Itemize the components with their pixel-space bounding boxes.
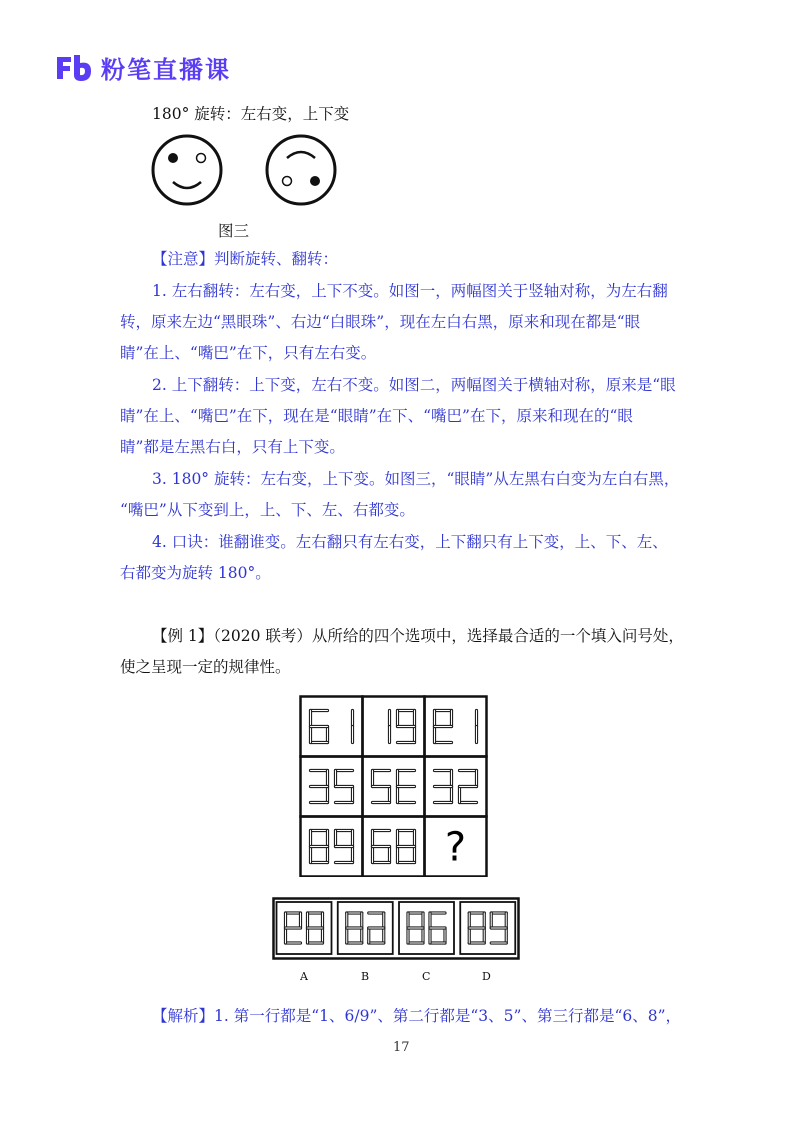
seven-seg-digit bbox=[286, 913, 301, 943]
note-line: 睛”在上、“嘴巴”在下，只有左右变。 bbox=[120, 344, 377, 362]
note-line: 1. 左右翻转：左右变，上下不变。如图一，两幅图关于竖轴对称，为左右翻 bbox=[152, 282, 668, 300]
seven-seg-digit bbox=[469, 913, 484, 943]
note-title: 【注意】判断旋转、翻转： bbox=[152, 250, 339, 268]
seven-seg-digit bbox=[336, 771, 353, 803]
seven-seg-digit bbox=[311, 831, 328, 863]
logo-text: 粉笔直播课 bbox=[101, 56, 231, 84]
seven-seg-digit bbox=[398, 711, 415, 743]
puzzle-grid bbox=[299, 695, 489, 877]
seven-seg-digit bbox=[435, 711, 452, 743]
option-label: A bbox=[300, 970, 308, 983]
face-rotated bbox=[267, 136, 335, 204]
option-label: D bbox=[482, 970, 491, 983]
note-line: 睛”在上、“嘴巴”在下，现在是“眼睛”在下、“嘴巴”在下，原来和现在的“眼 bbox=[120, 407, 633, 425]
seven-seg-digit bbox=[398, 831, 415, 863]
seven-seg-digit bbox=[430, 913, 445, 943]
seven-seg-digit bbox=[460, 771, 477, 803]
rotation-heading: 180° 旋转：左右变，上下变 bbox=[152, 105, 350, 123]
note-line: 转，原来左边“黑眼珠”、右边“白眼珠”，现在左白右黑，原来和现在都是“眼 bbox=[120, 313, 641, 331]
note-line: 3. 180° 旋转：左右变，上下变。如图三，“眼睛”从左黑右白变为左白右黑， bbox=[152, 470, 680, 488]
header-logo bbox=[55, 50, 231, 85]
option-label: B bbox=[361, 970, 370, 983]
example-line: 使之呈现一定的规律性。 bbox=[120, 658, 291, 676]
note-line: 睛”都是左黑右白，只有上下变。 bbox=[120, 438, 345, 456]
seven-seg-digit bbox=[308, 913, 323, 943]
note-line: 右都变为旋转 180°。 bbox=[120, 564, 271, 582]
note-line: 2. 上下翻转：上下变，左右不变。如图二，两幅图关于横轴对称，原来是“眼 bbox=[152, 376, 676, 394]
seven-seg-digit bbox=[336, 831, 353, 863]
seven-seg-digit bbox=[373, 831, 390, 863]
fenbi-logo-icon bbox=[55, 53, 93, 83]
analysis-line: 【解析】1. 第一行都是“1、6/9”、第二行都是“3、5”、第三行都是“6、8”， bbox=[152, 1007, 682, 1025]
figure-caption: 图三 bbox=[218, 222, 250, 240]
face-original bbox=[153, 136, 221, 204]
seven-seg-digit bbox=[311, 711, 328, 743]
seven-seg-digit bbox=[369, 913, 384, 943]
note-line: 4. 口诀：谁翻谁变。左右翻只有左右变，上下翻只有上下变，上、下、左、 bbox=[152, 533, 668, 551]
option-label: C bbox=[422, 970, 431, 983]
seven-seg-digit bbox=[435, 771, 452, 803]
seven-seg-digit bbox=[373, 771, 390, 803]
options-strip bbox=[272, 897, 520, 961]
seven-seg-digit bbox=[491, 913, 506, 943]
seven-seg-digit bbox=[311, 771, 328, 803]
note-line: “嘴巴”从下变到上，上、下、左、右都变。 bbox=[120, 501, 415, 519]
seven-seg-digit bbox=[398, 771, 415, 803]
page-number: 17 bbox=[393, 1040, 410, 1055]
rotation-faces-figure bbox=[145, 130, 345, 210]
question-mark: ? bbox=[444, 824, 467, 871]
seven-seg-digit bbox=[408, 913, 423, 943]
example-line: 【例 1】（2020 联考）从所给的四个选项中，选择最合适的一个填入问号处， bbox=[152, 627, 684, 645]
seven-seg-digit bbox=[347, 913, 362, 943]
